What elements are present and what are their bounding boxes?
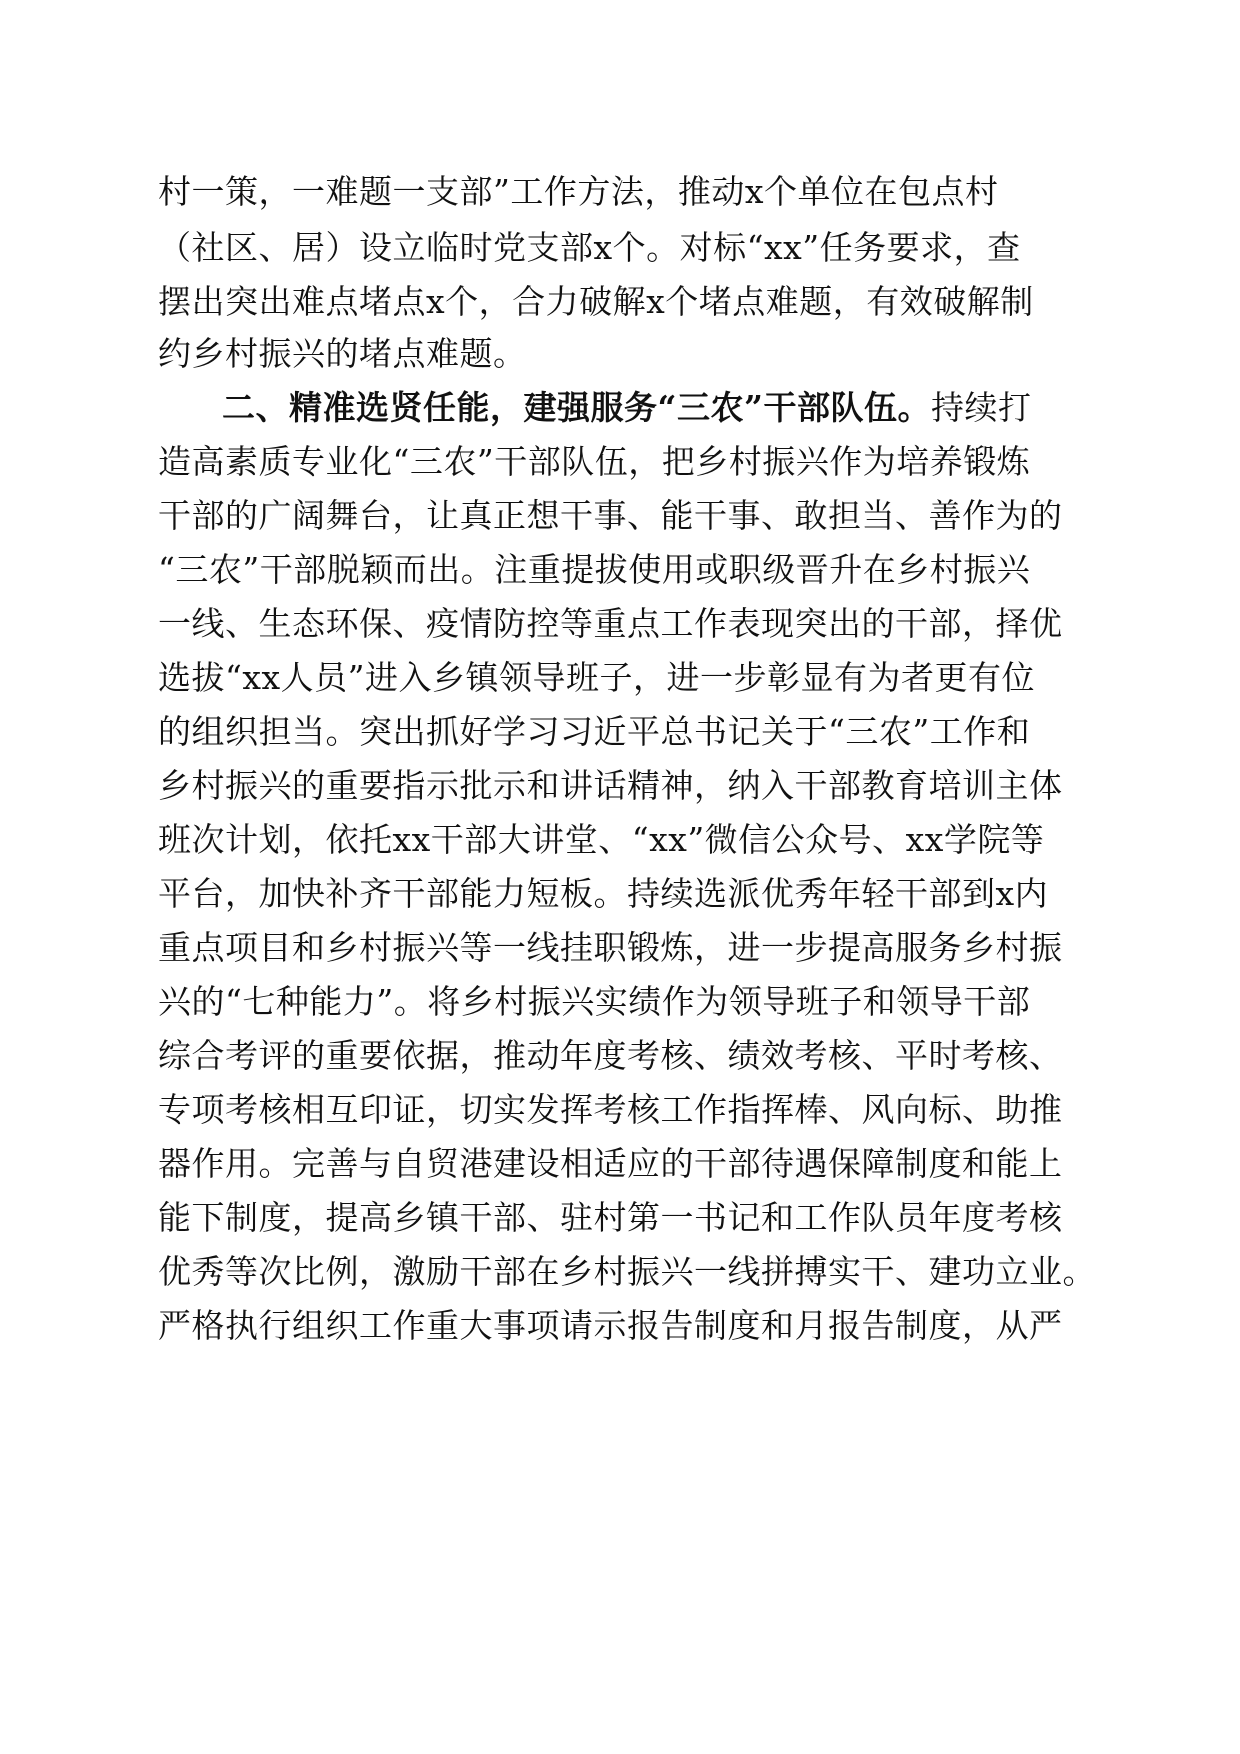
text-line: 一线、生态环保、疫情防控等重点工作表现突出的干部，择优 [158, 604, 1063, 643]
text-line: 综合考评的重要依据，推动年度考核、绩效考核、平时考核、 [158, 1036, 1063, 1075]
text-line: 专项考核相互印证，切实发挥考核工作指挥棒、风向标、助推 [158, 1090, 1063, 1129]
text-line: 严格执行组织工作重大事项请示报告制度和月报告制度，从严 [158, 1306, 1063, 1345]
text-line: 器作用。完善与自贸港建设相适应的干部待遇保障制度和能上 [158, 1144, 1063, 1183]
text-line: 平台，加快补齐干部能力短板。持续选派优秀年轻干部到x内 [158, 874, 1049, 913]
text-line: 摆出突出难点堵点x个，合力破解x个堵点难题，有效破解制 [158, 282, 1034, 321]
text-line: 乡村振兴的重要指示批示和讲话精神，纳入干部教育培训主体 [158, 766, 1063, 805]
heading-line-rest: 持续打 [930, 388, 1032, 427]
text-line: 村一策，一难题一支部”工作方法，推动x个单位在包点村 [158, 172, 999, 211]
text-line: 干部的广阔舞台，让真正想干事、能干事、敢担当、善作为的 [158, 496, 1063, 535]
text-line: 能下制度，提高乡镇干部、驻村第一书记和工作队员年度考核 [158, 1198, 1063, 1237]
text-line: “三农”干部脱颖而出。注重提拔使用或职级晋升在乡村振兴 [158, 550, 1031, 589]
text-line: 的组织担当。突出抓好学习习近平总书记关于“三农”工作和 [158, 712, 1031, 751]
text-line: 重点项目和乡村振兴等一线挂职锻炼，进一步提高服务乡村振 [158, 928, 1063, 967]
text-line: （社区、居）设立临时党支部x个。对标“xx”任务要求，查 [158, 228, 1021, 267]
section-heading-line [222, 388, 1031, 428]
text-line: 造高素质专业化“三农”干部队伍，把乡村振兴作为培养锻炼 [158, 442, 1031, 481]
text-line: 班次计划，依托xx干部大讲堂、“xx”微信公众号、xx学院等 [158, 820, 1045, 859]
text-line: 优秀等次比例，激励干部在乡村振兴一线拼搏实干、建功立业。 [158, 1252, 1096, 1291]
section-heading: 二、精准选贤任能，建强服务“三农”干部队伍。 [222, 388, 931, 427]
text-line: 兴的“七种能力”。将乡村振兴实绩作为领导班子和领导干部 [158, 982, 1031, 1021]
text-line: 选拔“xx人员”进入乡镇领导班子，进一步彰显有为者更有位 [158, 658, 1035, 697]
text-line: 约乡村振兴的堵点难题。 [158, 334, 527, 373]
